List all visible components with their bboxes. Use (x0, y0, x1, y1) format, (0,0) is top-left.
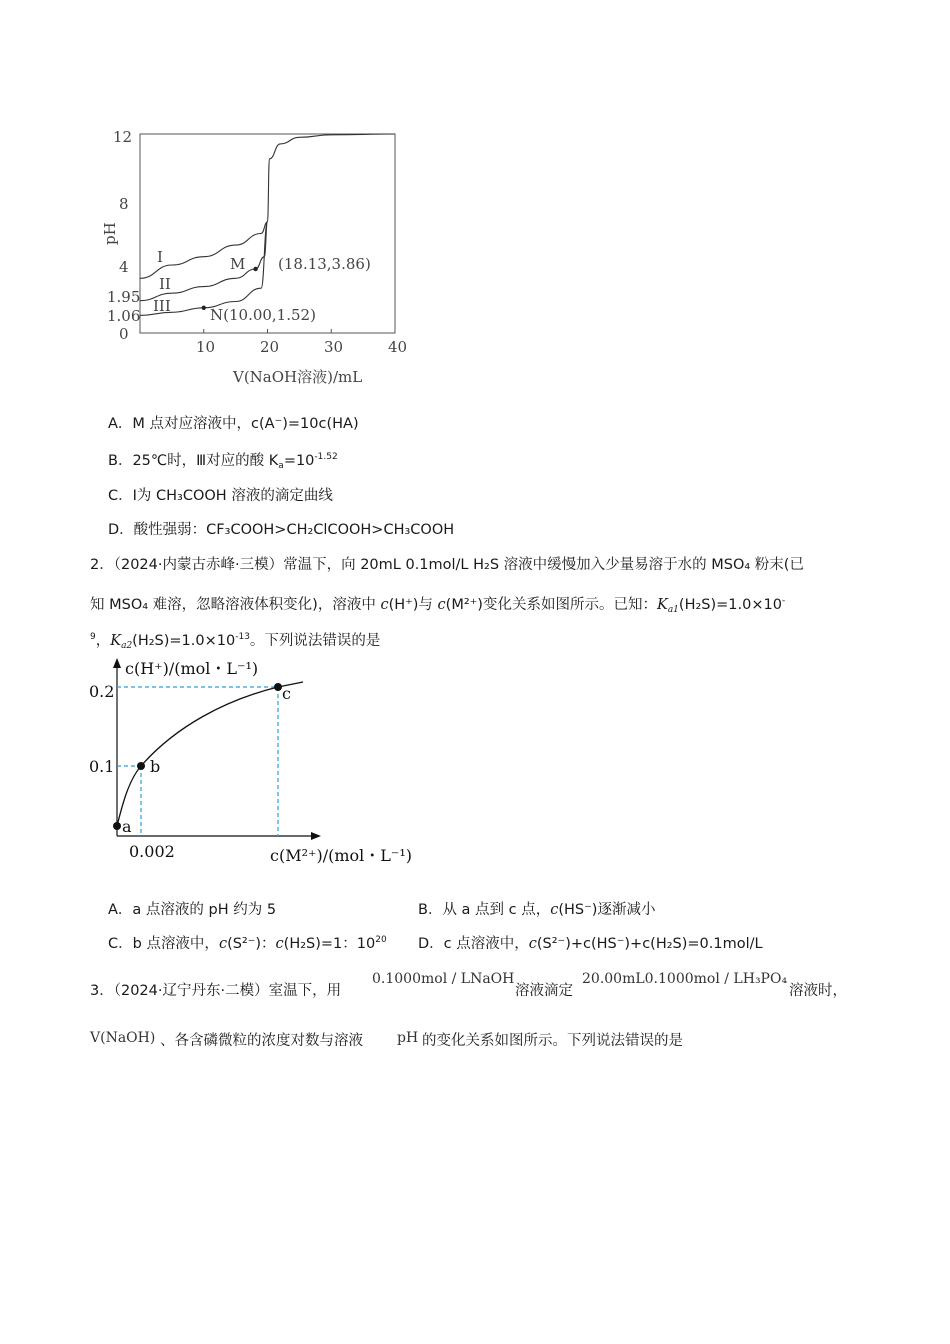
q2-s3g: 。下列说法错误的是 (249, 633, 381, 649)
q1-option-c[interactable]: C．Ⅰ为 CH₃COOH 溶液的滴定曲线 (108, 488, 333, 504)
q2-s2h: (H₂S)=1.0×10 (678, 597, 782, 613)
y-tick-0.1: 0.1 (89, 757, 115, 776)
y-tick-0.2: 0.2 (89, 682, 115, 701)
q1-option-b-sub: a (278, 461, 284, 471)
y-axis-label: c(H⁺)/(mol・L⁻¹) (125, 659, 259, 678)
point-N-label: N(10.00,1.52) (210, 306, 316, 324)
q2-od-it: c (528, 936, 537, 952)
q1-option-b-text: B．25℃时，Ⅲ对应的酸 K (108, 453, 279, 469)
point-a-label: a (122, 817, 132, 836)
x-axis-arrow (311, 832, 321, 840)
q2-stem-line2 (90, 592, 785, 619)
q2-option-c[interactable] (108, 932, 387, 953)
q2-s3c: K (110, 633, 122, 649)
y-tick-1.95: 1.95 (107, 288, 141, 306)
q2-oc-mid: (S²⁻)： (227, 936, 276, 952)
plot-frame (140, 134, 395, 333)
point-M-label: M (230, 255, 246, 273)
q3-stem-b: 溶液滴定 (515, 983, 573, 999)
series-label-I: I (157, 248, 163, 266)
q2-ob-post: (HS⁻)逐渐减小 (558, 902, 656, 918)
q2-oc-pre: C．b 点溶液中， (108, 936, 219, 952)
q2-s2f: K (656, 597, 668, 613)
point-c-label: c (282, 684, 291, 703)
q2-oc-mid2: (H₂S)=1：10 (283, 936, 376, 952)
q3-stem-c: 溶液时， (789, 983, 847, 999)
q2-s3b: ， (95, 633, 111, 649)
y-axis-label: pH (101, 222, 119, 245)
q2-s2g: a1 (667, 605, 679, 615)
series-label-II: II (159, 275, 171, 293)
q1-option-b[interactable] (108, 449, 338, 471)
curve (117, 682, 303, 826)
point-M-annotation: (18.13,3.86) (278, 255, 371, 273)
series-label-III: III (153, 297, 171, 315)
q2-ob-pre: B．从 a 点到 c 点， (418, 902, 551, 918)
data-point-0 (253, 267, 257, 271)
h-vs-m-chart (85, 652, 415, 872)
x-tick-20: 20 (260, 338, 280, 356)
point-b-label: b (150, 757, 161, 776)
x-tick-0.002: 0.002 (129, 842, 175, 861)
q3-stem-a: 3．（2024·辽宁丹东·二模）室温下，用 (90, 983, 342, 999)
point-a (113, 822, 121, 830)
titration-chart (95, 120, 415, 390)
q3-math-ph: pH (397, 1030, 419, 1046)
q2-od-pre: D．c 点溶液中， (418, 936, 529, 952)
q2-oc-it1: c (218, 936, 228, 952)
y-tick-8: 8 (119, 195, 129, 213)
q2-ob-it: c (550, 902, 559, 918)
q2-s2a: 知 MSO₄ 难溶，忽略溶液体积变化)，溶液中 (90, 597, 381, 613)
q2-s2e: (M²⁺)变化关系如图所示。已知： (445, 597, 657, 613)
q2-stem-line1: 2．（2024·内蒙古赤峰·三模）常温下，向 20mL 0.1mol/L H₂S 溶液中缓慢加入少量易溶于水的 MSO₄ 粉末(已 (90, 557, 804, 573)
q2-option-a[interactable]: A．a 点溶液的 pH 约为 5 (108, 902, 277, 918)
q3-stem-e: 的变化关系如图所示。下列说法错误的是 (422, 1033, 683, 1049)
q1-option-a[interactable]: A．M 点对应溶液中，c(A⁻)=10c(HA) (108, 416, 359, 432)
q2-stem-line3 (90, 628, 380, 655)
y-tick-0: 0 (119, 325, 129, 343)
q2-s2d: c (437, 597, 446, 613)
q1-option-d[interactable]: D．酸性强弱：CF₃COOH>CH₂ClCOOH>CH₃COOH (108, 522, 455, 538)
q2-oc-it2: c (275, 936, 284, 952)
q2-s3a: 9 (90, 632, 96, 642)
q2-oc-sup: 20 (375, 935, 387, 945)
q2-s2c: (H⁺)与 (388, 597, 438, 613)
q1-option-b-mid: =10 (283, 453, 315, 469)
x-tick-30: 30 (324, 338, 344, 356)
x-tick-10: 10 (196, 338, 216, 356)
q2-s2b: c (380, 597, 389, 613)
q2-s3d: a2 (121, 641, 133, 651)
y-tick-12: 12 (113, 128, 133, 146)
q2-s2i: - (781, 596, 786, 606)
x-tick-40: 40 (388, 338, 408, 356)
y-tick-1.06: 1.06 (107, 307, 141, 325)
q1-option-b-sup: -1.52 (314, 452, 338, 462)
q2-s3e: (H₂S)=1.0×10 (132, 633, 236, 649)
y-axis-arrow (113, 658, 121, 668)
point-b (137, 762, 145, 770)
q2-s3f: -13 (235, 632, 250, 642)
x-axis-label: V(NaOH溶液)/mL (233, 368, 363, 386)
point-c (274, 683, 282, 691)
q3-math-vnaoh: V(NaOH) (90, 1030, 156, 1046)
q3-stem-d: 、各含磷微粒的浓度对数与溶液 (160, 1033, 363, 1049)
data-point-1 (202, 306, 206, 310)
q2-option-b[interactable] (418, 898, 655, 919)
y-tick-4: 4 (119, 258, 129, 276)
q2-od-body: (S²⁻)+c(HS⁻)+c(H₂S)=0.1mol/L (536, 936, 763, 952)
q3-math-h3po4: 20.00mL0.1000mol / LH₃PO₄ (582, 971, 788, 987)
q3-math-naoh: 0.1000mol / LNaOH (372, 971, 515, 987)
x-axis-label: c(M²⁺)/(mol・L⁻¹) (270, 846, 412, 865)
q2-option-d[interactable] (418, 932, 763, 953)
